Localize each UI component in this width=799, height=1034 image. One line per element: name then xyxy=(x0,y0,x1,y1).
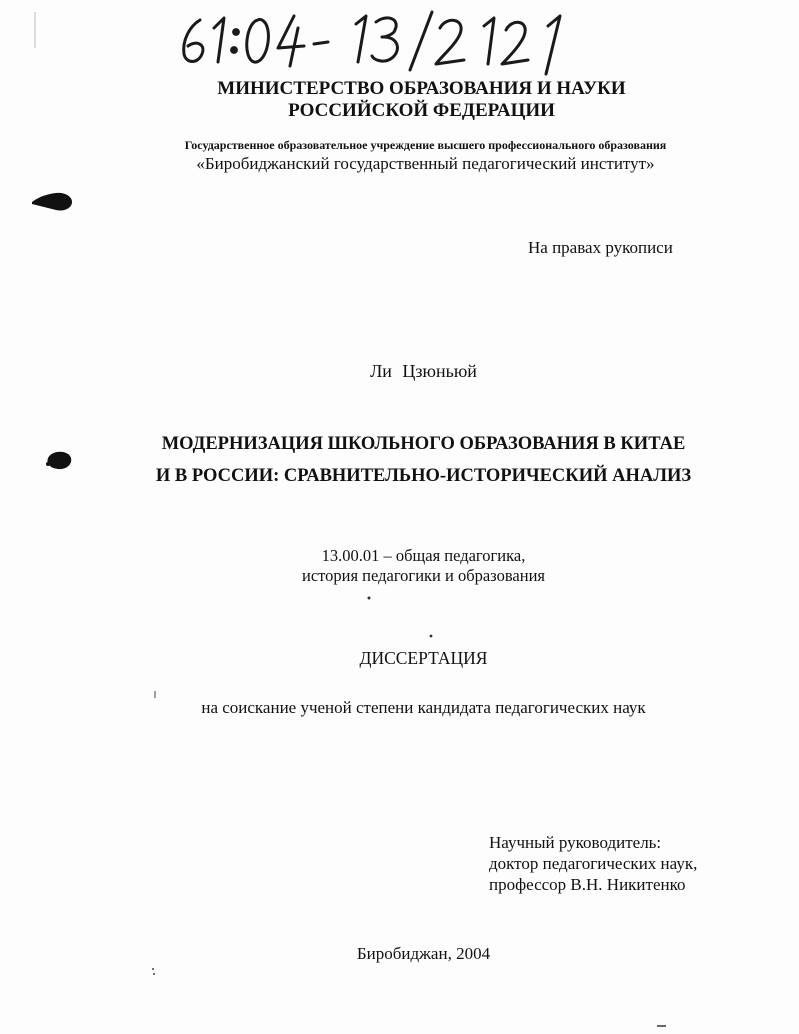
ministry-heading xyxy=(22,78,799,122)
document-type: ДИССЕРТАЦИЯ xyxy=(359,648,488,668)
specialty xyxy=(24,546,799,586)
ink-blot-artifact xyxy=(44,448,74,472)
author-name: Ли Цзюньюй xyxy=(370,361,477,381)
manuscript-note: На правах рукописи xyxy=(528,238,673,257)
handwritten-archive-code xyxy=(170,6,590,76)
supervisor-name: профессор В.Н. Никитенко xyxy=(489,875,686,894)
title-line-2: И В РОССИИ: СРАВНИТЕЛЬНО-ИСТОРИЧЕСКИЙ АНАЛИЗ xyxy=(155,466,692,486)
supervisor-block xyxy=(489,832,697,895)
title-line-1: МОДЕРНИЗАЦИЯ ШКОЛЬНОГО ОБРАЗОВАНИЯ В КИТАЕ xyxy=(161,434,686,454)
ministry-line-2: РОССИЙСКОЙ ФЕДЕРАЦИИ xyxy=(288,100,555,121)
degree-statement: на соискание ученой степени кандидата педагогических наук xyxy=(201,698,646,717)
specialty-line-1: 13.00.01 – общая педагогика, xyxy=(321,546,526,565)
place-year: Биробиджан, 2004 xyxy=(356,944,491,963)
speck-artifact xyxy=(152,690,158,700)
ministry-line-1: МИНИСТЕРСТВО ОБРАЗОВАНИЯ И НАУКИ xyxy=(217,78,626,99)
institution-name: «Биробиджанский государственный педагогический институт» xyxy=(196,154,655,173)
specialty-line-2: история педагогики и образования xyxy=(301,566,545,585)
scan-edge-mark xyxy=(32,10,38,50)
speck-artifact xyxy=(428,632,436,640)
supervisor-label: Научный руководитель: xyxy=(489,833,662,852)
institution-type: Государственное образовательное учреждение высшего профессионального образования xyxy=(184,138,667,152)
supervisor-degree: доктор педагогических наук, xyxy=(489,854,698,873)
ink-blot-artifact xyxy=(30,190,74,214)
speck-artifact xyxy=(656,1022,670,1030)
speck-artifact xyxy=(366,595,372,601)
speck-artifact xyxy=(150,966,158,978)
dissertation-title xyxy=(24,428,799,492)
